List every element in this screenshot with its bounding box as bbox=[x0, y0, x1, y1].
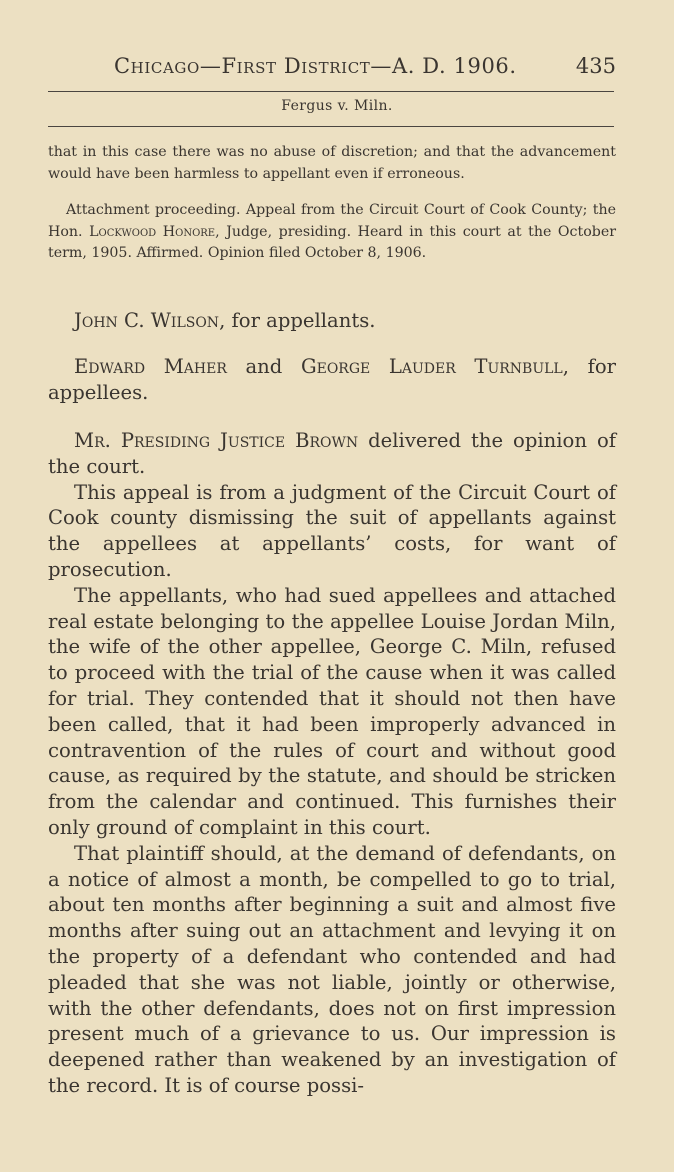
counsel-appellees-conj: and bbox=[226, 355, 301, 378]
opinion-paragraph-1: This appeal is from a judgment of the Circuit Court of Cook county dismissing the suit of appellants against the appellees at appellants’ costs, for want of prosecution. bbox=[48, 480, 616, 581]
counsel-appellees-role: , for appellees. bbox=[48, 355, 616, 404]
case-title: Fergus v. Miln. bbox=[281, 98, 393, 114]
running-head bbox=[48, 50, 618, 84]
opinion-paragraph-2: The appellants, who had sued appellees and attached real estate belonging to the appellee Louise Jordan Miln, the wife of the other appellee, George C. Miln, refused to proceed with the trial of the cause when it was called for trial. They contended that it should not then have been called, that it had been improperly advanced in contravention of the rules of court and without good cause, as required by the statute, and should be stricken from the calendar and continued. This furnishes their only ground of complaint in this court. bbox=[48, 583, 616, 839]
running-head-city: Chicago bbox=[114, 54, 200, 78]
running-head-year: A. D. 1906. bbox=[391, 54, 517, 78]
counsel-appellees bbox=[48, 354, 616, 406]
opinion-intro-rest: delivered the opinion of the court. bbox=[48, 429, 616, 478]
attachment-lead: Attachment proceeding. Appeal from the Circuit Court of Cook County; the Hon. bbox=[48, 202, 616, 240]
header-rule-bottom bbox=[48, 126, 614, 127]
counsel-appellants bbox=[48, 308, 616, 334]
opinion-intro bbox=[48, 428, 616, 480]
counsel-appellants-role: , for appellants. bbox=[219, 309, 376, 332]
counsel-appellees-name-1: Edward Maher bbox=[74, 355, 227, 378]
attachment-proceeding bbox=[48, 200, 616, 265]
attachment-proceeding-text bbox=[48, 200, 616, 265]
counsel-appellants-name: John C. Wilson bbox=[74, 309, 220, 332]
presiding-justice-name: Mr. Presiding Justice Brown bbox=[74, 429, 359, 452]
header-rule-top bbox=[48, 91, 614, 92]
running-head-title: Chicago—First District—A. D. 1906. bbox=[114, 54, 517, 78]
opinion-paragraph-3: That plaintiff should, at the demand of defendants, on a notice of almost a month, be compelled to go to trial, about ten months after beginning a suit and almost five months after suing out an attachment and levying it on the property of a defendant who contended and had pleaded that she was not liable, jointly or otherwise, with the other defendants, does not on first impression present much of a grievance to us. Our impression is deepened rather than weakened by an investigation of the record. It is of course possi- bbox=[48, 841, 616, 1097]
headnote-continuation bbox=[48, 142, 616, 185]
attachment-rest: , Judge, presiding. Heard in this court at the October term, 1905. Affirmed. Opinion filed October 8, 1906. bbox=[48, 223, 616, 261]
opinion-body bbox=[48, 428, 616, 1099]
judge-name: Lockwood Honore bbox=[89, 223, 216, 240]
running-head-district: First District bbox=[221, 54, 371, 78]
headnote-text: that in this case there was no abuse of discretion; and that the advancement would have been harmless to appellant even if erroneous. bbox=[48, 144, 616, 182]
page-number: 435 bbox=[575, 54, 616, 78]
counsel-appellees-name-2: George Lauder Turnbull bbox=[300, 355, 563, 378]
